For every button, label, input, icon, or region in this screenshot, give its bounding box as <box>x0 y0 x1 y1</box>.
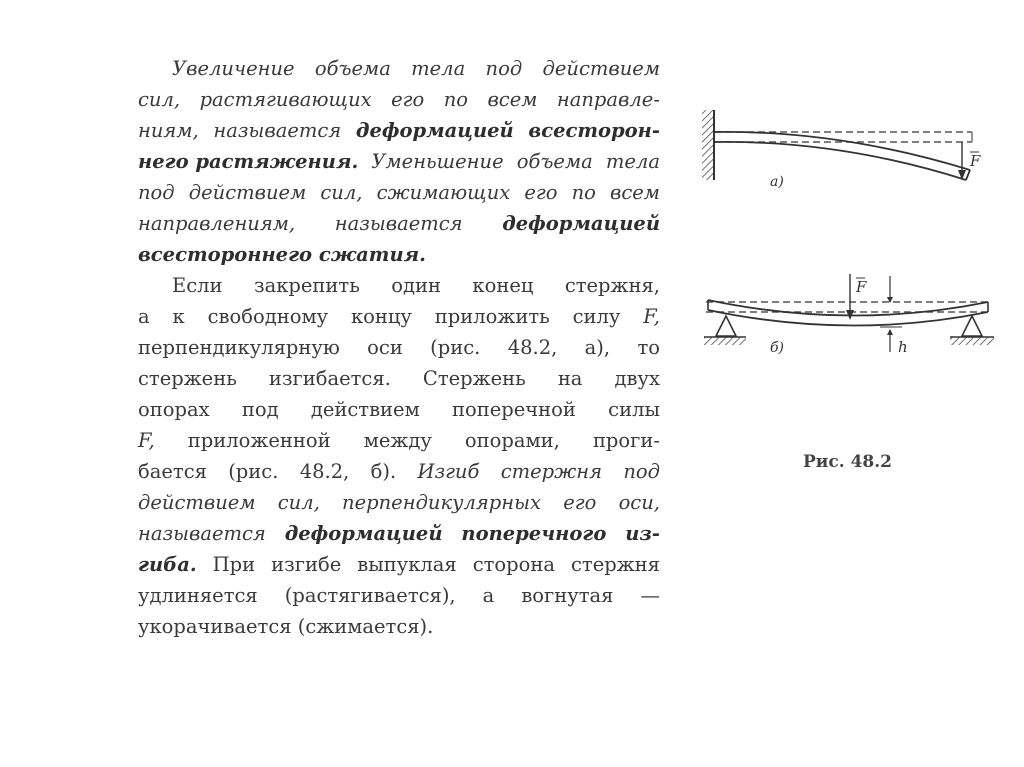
text-line: опорах под действием поперечной силы <box>138 398 660 421</box>
text-line: него растяжения. Уменьшение объема тела <box>138 146 660 177</box>
term-highlight: деформацией <box>355 119 514 142</box>
text-column <box>138 53 660 642</box>
force-label: F <box>856 278 867 296</box>
text-line: а к свободному концу приложить силу F, <box>138 305 660 328</box>
deflection-label: h <box>898 338 908 356</box>
text-line: перпендикулярную оси (рис. 48.2, а), то <box>138 336 660 359</box>
term-highlight: всестороннего сжатия. <box>138 243 426 266</box>
label-a: а) <box>770 174 784 190</box>
term-highlight: деформацией <box>502 212 660 235</box>
left-support <box>716 316 736 336</box>
text-line: стержень изгибается. Стержень на двух <box>138 367 660 390</box>
label-b: б) <box>770 340 785 356</box>
text-line: ниям, называется деформацией всесторон- <box>138 115 660 146</box>
text-line <box>138 239 660 270</box>
term-highlight: поперечного <box>461 522 607 545</box>
text-line: называется деформацией поперечного из- <box>138 518 660 549</box>
text-line: под действием сил, сжимающих его по всем <box>138 181 660 204</box>
text-line: Если закрепить один конец стержня, <box>172 274 660 297</box>
wall-hatch <box>702 110 714 180</box>
text-line: укорачивается (сжимается). <box>138 615 434 638</box>
text-line: F, приложенной между опорами, проги- <box>138 429 660 452</box>
text-line: Увеличение объема тела под действием <box>172 57 660 80</box>
term-highlight: деформацией <box>284 522 443 545</box>
text-line: удлиняется (растягивается), а вогнутая — <box>138 584 660 607</box>
term-highlight: него растяжения. <box>138 150 359 173</box>
text-line: направлениям, называется деформацией <box>138 208 660 239</box>
right-support <box>962 316 982 336</box>
force-label: F <box>970 152 981 170</box>
term-highlight: всесторон- <box>528 119 660 142</box>
text-line: сил, растягивающих его по всем направле- <box>138 88 660 111</box>
diagram-a-cantilever <box>702 110 981 190</box>
term-highlight: из- <box>625 522 660 545</box>
figure-caption: Рис. 48.2 <box>803 452 892 472</box>
term-highlight: гиба. <box>138 553 197 576</box>
figure-48-2 <box>690 90 1010 390</box>
text-line: бается (рис. 48.2, б). Изгиб стержня под <box>138 460 660 483</box>
text-line: действием сил, перпендикулярных его оси, <box>138 491 660 514</box>
text-line: гиба. При изгибе выпуклая сторона стержня <box>138 549 660 580</box>
diagram-b-two-supports <box>704 274 994 356</box>
